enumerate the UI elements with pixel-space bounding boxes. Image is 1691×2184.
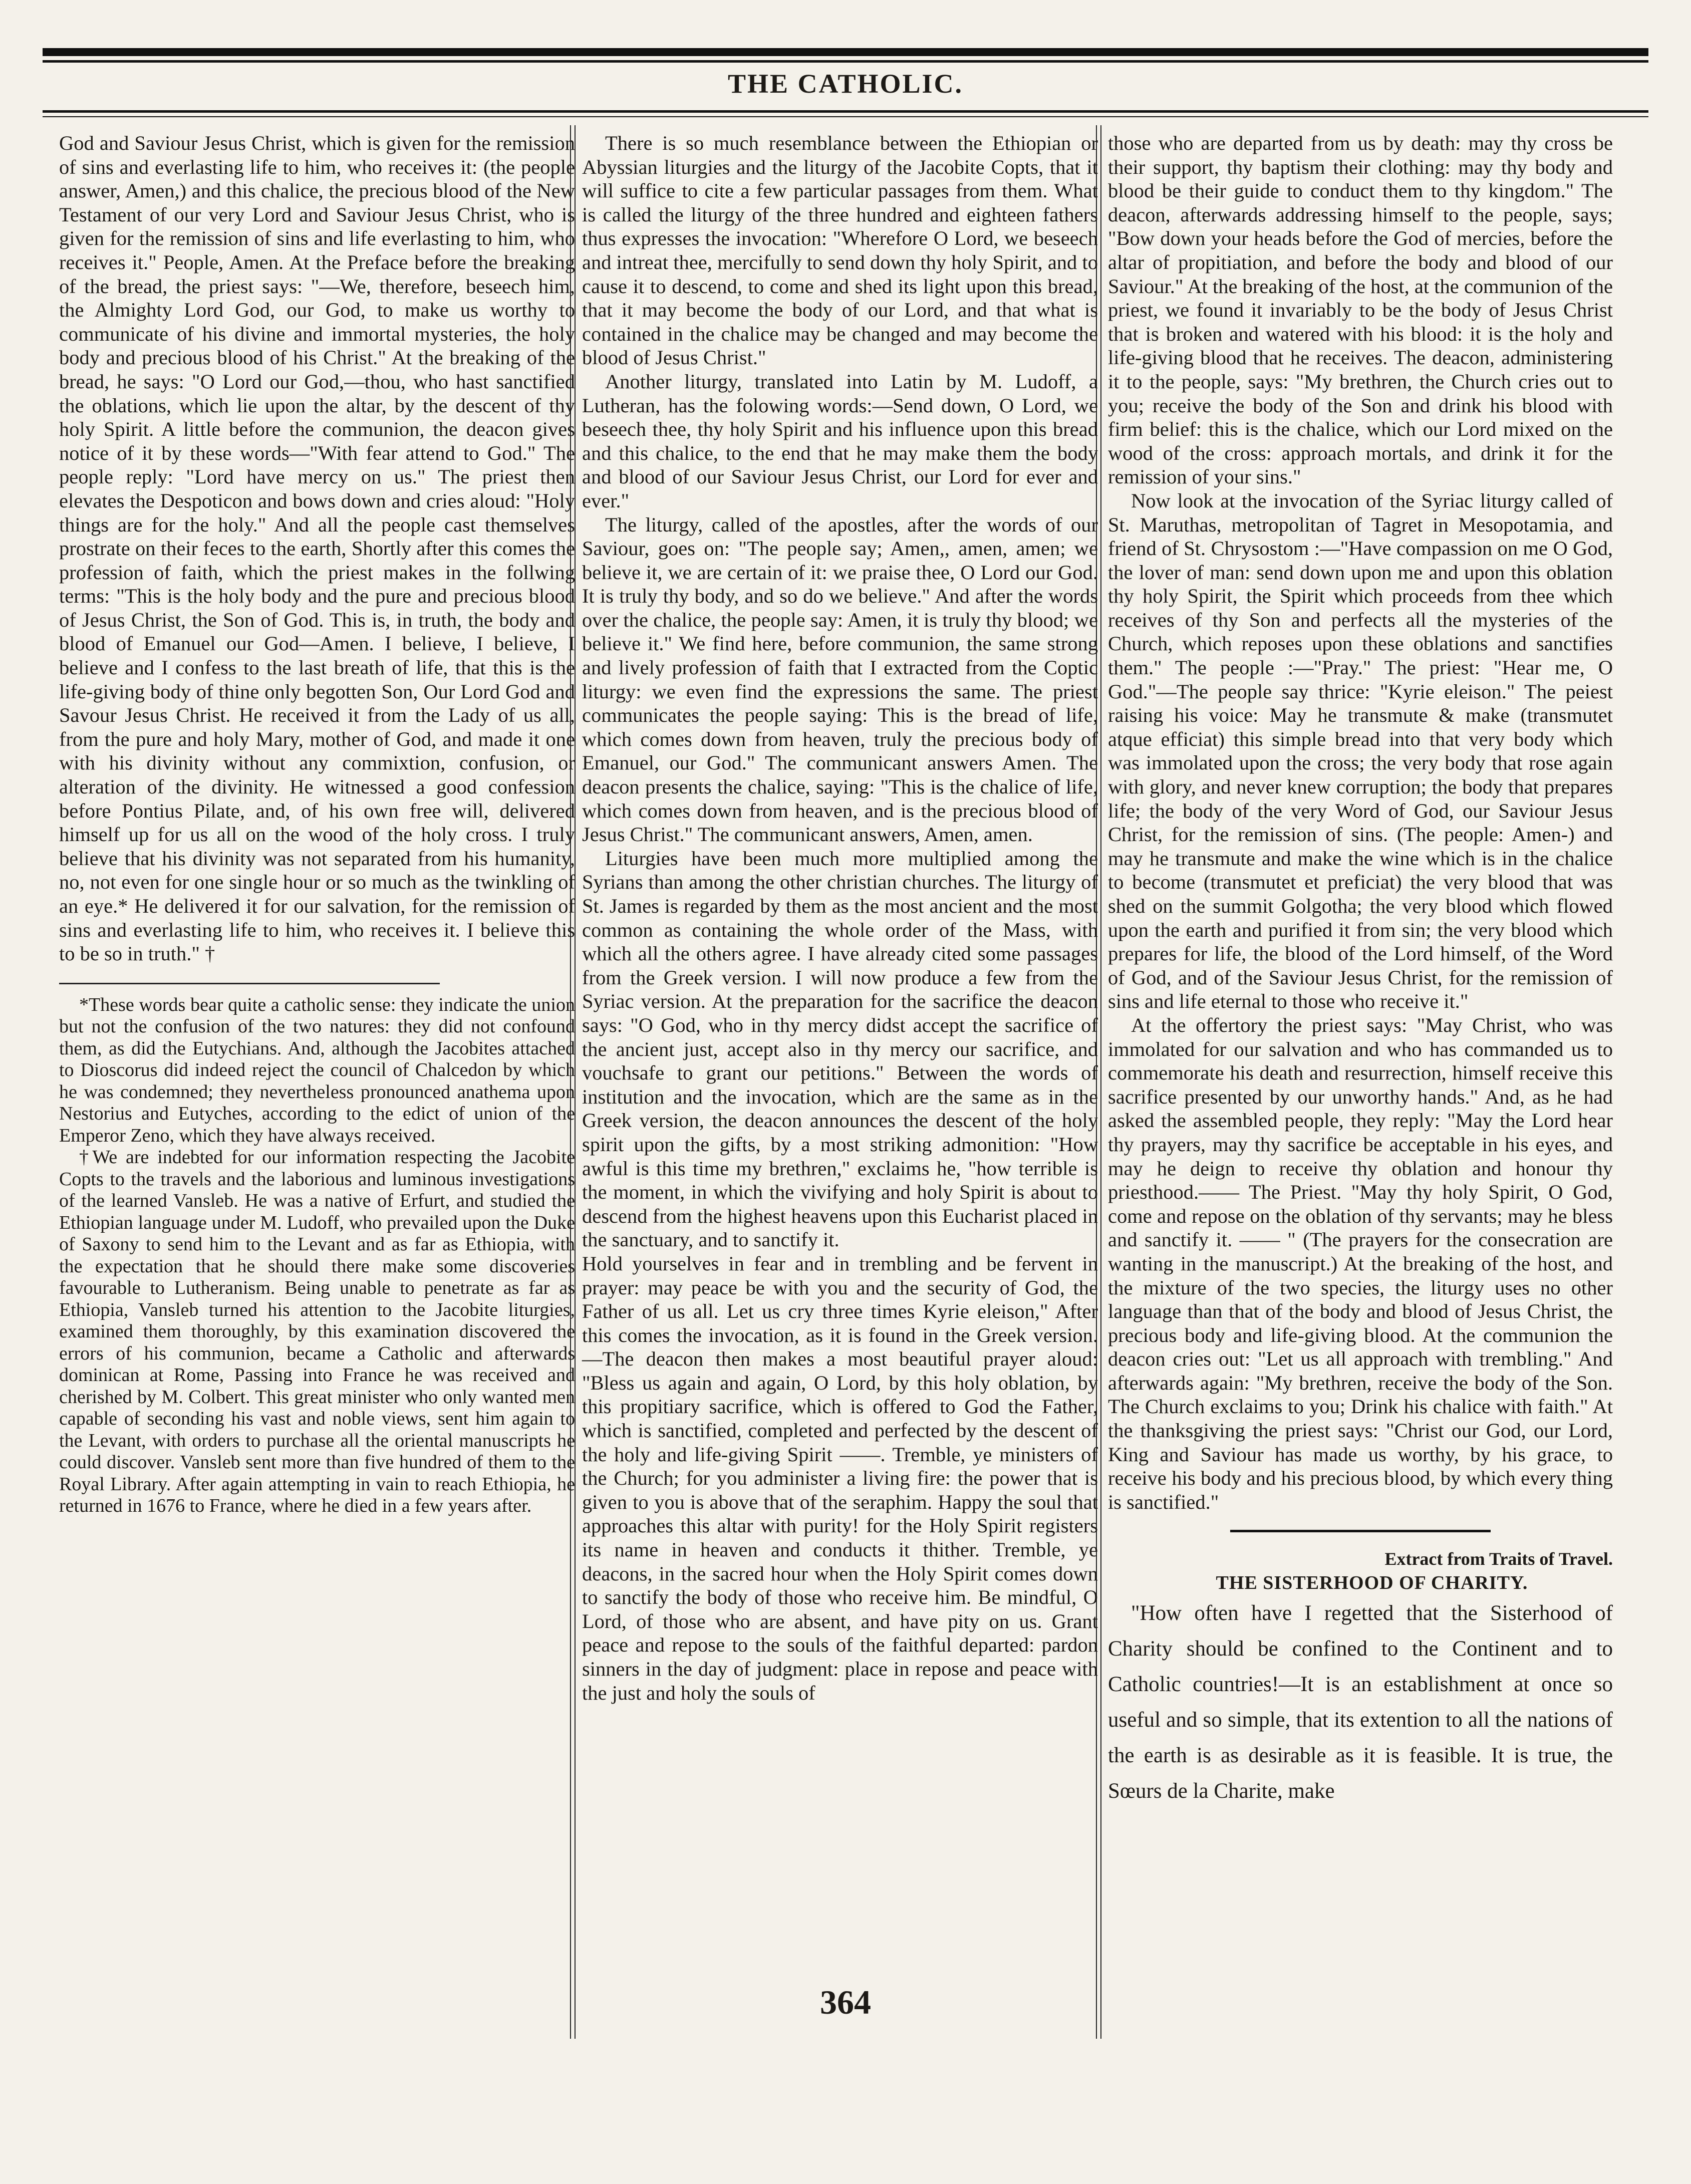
column-3 [1108, 131, 1613, 1809]
col2-paragraph-1: There is so much resemblance between the Ethiopian or Abyssian liturgies and the liturgy of the Jacobite Copts, that it will suffice to cite a few particular passages from them. What is called the liturgy of the three hundred and eighteen fathers thus expresses the invocation: "Wherefore O Lord, we beseech and intreat thee, mercifully to send down thy holy Spirit, and to cause it to descend, to come and shed its light upon this bread, that it may become the body of our Lord, and that what is contained in the chalice may be changed and may become the blood of Jesus Christ." [582, 132, 1098, 369]
extract-source-label: Extract from Traits of Travel. [1384, 1549, 1613, 1569]
top-thick-rule [43, 48, 1648, 56]
footnote-1: *These words bear quite a catholic sense: they indicate the union but not the confusion of the two natures: they did not confound them, as did the Eutychians. And, although the Jacobites attached to Dioscorus did indeed reject the council of Chalcedon by which he was condemned; they nevertheless pronounced anathema upon Nestorius and Eutyches, according to the edict of union of the Emperor Zeno, which they have always received. [59, 994, 575, 1146]
col2-paragraph-3: The liturgy, called of the apostles, after the words of our Saviour, goes on: "The people say; Amen,, amen, amen; we believe it, we are certain of it: we praise thee, O Lord our God. It is truly thy body, and so do we believe." And after the words over the chalice, the people say: Amen, it is truly thy blood; we believe it." We find here, before communion, the same strong and lively profession of faith that I extracted from the Coptic liturgy: we even find the expressions the same. The priest communicates the people saying: This is the bread of life, which comes down from heaven, truly the precious body of Emanuel, our God." The communicant answers Amen. The deacon presents the chalice, saying: "This is the chalice of life, which comes down from heaven, and is the precious blood of Jesus Christ." The communicant answers, Amen, amen. [582, 513, 1098, 846]
column-1 [59, 131, 575, 1517]
section-separator [1230, 1530, 1491, 1532]
col3-paragraph-2: Now look at the invocation of the Syriac liturgy called of St. Maruthas, metropolitan of Tagret in Mesopotamia, and friend of St. Chrysostom :—"Have compassion on me O God, the lover of man: send down upon me and upon this oblation thy holy Spirit, the Spirit which proceeds from thee which receives of thy Son and perfects all the mysteries of the Church, which reposes upon these oblations and sanctifies them." The people :—"Pray." The priest: "Hear me, O God."—The people say thrice: "Kyrie eleison." The peiest raising his voice: May he transmute & make (transmutet atque efficiat) this simple bread into that very body which was immolated upon the cross; the very body that rose again with glory, and never knew corruption; the body that prepares life; the body of the very Word of God, our Saviour Jesus Christ, for the remission of sins. (The people: Amen-) and may he transmute and make the wine which is in the chalice to become (transmutet et preficiat) the very blood that was shed on the summit Golgotha; the very blood which flowed upon the earth and purified it from sin; the very blood which prepares for life, the blood of the Lord himself, of the Word of God, and of the Saviour Jesus Christ, for the remission of sins and life eternal to those who receive it." [1108, 489, 1613, 1013]
extract-text: "How often have I regetted that the Sisterhood of Charity should be confined to the Continent and to Catholic countries!—It is an establishment at once so useful and so simple, that its extention to all the nations of the earth is as desirable as it is feasible. It is true, the Sœurs de la Charite, make [1108, 1601, 1613, 1803]
extract-title: THE SISTERHOOD OF CHARITY. [1216, 1572, 1528, 1594]
col3-paragraph-1: those who are departed from us by death: may thy cross be their support, thy baptism their clothing: may thy body and blood be their guide to conduct them to thy kingdom." The deacon, afterwards addressing himself to the people, says; "Bow down your heads before the God of mercies, before the altar of propitiation, and before the body and blood of our Saviour." At the breaking of the host, at the communion of the priest, we found it invariably to be the body of Jesus Christ that is broken and watered with his blood: it is the holy and life-giving blood that he receives. The deacon, administering it to the people, says: "My brethren, the Church cries out to you; receive the body of the Son and drink his blood with firm belief: this is the chalice, which our Lord mixed on the wood of the cross: approach mortals, and drink it for the remission of your sins." [1108, 132, 1613, 488]
col2-paragraph-5: Hold yourselves in fear and in trembling and be fervent in prayer: may peace be with you and the security of God, the Father of us all. Let us cry three times Kyrie eleison," After this comes the invocation, as it is found in the Greek version.—The deacon then makes a most beautiful prayer aloud: "Bless us again and again, O Lord, by this holy oblation, by this propitiary sacrifice, which is offered to God the Father, which is sanctified, completed and perfected by the descent of the holy and life-giving Spirit ——. Tremble, ye ministers of the Church; for you administer a living fire: the power that is given to you is above that of the seraphim. Happy the soul that approaches this altar with purity! for the Holy Spirit registers its name in heaven and conducts it thither. Tremble, ye deacons, in the sacred hour when the Holy Spirit comes down to sanctify the body of those who receive him. Be mindful, O Lord, of those who are absent, and have pity on us. Grant peace and repose to the souls of the faithful departed: pardon sinners in the day of judgment: place in repose and peace with the just and holy the souls of [582, 1252, 1098, 1704]
col3-paragraph-3: At the offertory the priest says: "May Christ, who was immolated for our salvation and who has commanded us to commemorate his death and resurrection, himself receive this sacrifice presented by our unworthy hands." And, as he had asked the assembled people, they reply: "May the Lord hear thy prayers, may thy sacrifice be acceptable in his eyes, and may he deign to receive thy oblation and honour thy priesthood.—— The Priest. "May thy holy Spirit, O God, come and repose on the oblation of thy servants; may he bless and sanctify it. —— " (The prayers for the consecration are wanting in the manuscript.) At the breaking of the host, and the mixture of the two species, the liturgy uses no other language than that of the body and blood of Jesus Christ, the precious body and life-giving blood. At the communion the deacon cries out: "Let us all approach with trembling." And afterwards again: "My brethren, receive the body of the Son. The Church exclaims to you; Drink his chalice with faith." At the thanksgiving the priest says: "Christ our God, our Lord, King and Saviour has made us worthy, by his grace, to receive his body and his precious blood, by which every thing is sanctified." [1108, 1013, 1613, 1513]
header-under-thin-rule [43, 116, 1648, 117]
col2-paragraph-4: Liturgies have been much more multiplied among the Syrians than among the other christian churches. The liturgy of St. James is regarded by them as the most ancient and the most common as containing the whole order of the Mass, with which all the others agree. I have already cited some passages from the Greek version. I will now produce a few from the Syriac version. At the preparation for the sacrifice the deacon says: "O God, who in thy mercy didst accept the sacrifice of the ancient just, accept also in thy mercy our sacrifice, and vouchsafe to grant our petitions." Between the words of institution and the invocation, which are the same as in the Greek version, the deacon announces the descent of the holy spirit upon the gifts, by a most striking admonition: "How awful is this time my brethren," exclaims he, "how terrible is the moment, in which the vivifying and holy Spirit is about to descend from the highest heavens upon this Eucharist placed in the sanctuary, and to sanctify it. [582, 847, 1098, 1251]
footnote-2: †We are indebted for our information respecting the Jacobite Copts to the travels and the laborious and luminous investigations of the learned Vansleb. He was a native of Erfurt, and studied the Ethiopian language under M. Ludoff, who prevailed upon the Duke of Saxony to send him to the Levant and as far as Ethiopia, with the expectation that he should there make some discoveries favourable to Lutheranism. Being unable to penetrate as far as Ethiopia, Vansleb turned his attention to the Jacobite liturgies, examined them thoroughly, by this examination discovered the errors of his communion, became a Catholic and afterwards dominican at Rome, Passing into France he was received and cherished by M. Colbert. This great minister who only wanted men capable of seconding his vast and noble views, sent him again to the Levant, with orders to purchase all the oriental manuscripts he could discover. Vansleb sent more than five hundred of them to the Royal Library. After again attempting in vain to reach Ethiopia, he returned in 1676 to France, where he died in a few years after. [59, 1147, 575, 1517]
footnote-rule [59, 983, 440, 984]
page-number: 364 [820, 1983, 871, 2021]
page-header-title: THE CATHOLIC. [727, 69, 964, 99]
column-2 [582, 131, 1098, 1705]
top-thin-rule [43, 60, 1648, 63]
footnotes [59, 994, 575, 1517]
col1-paragraph: God and Saviour Jesus Christ, which is given for the remission of sins and everlasting life to him, who receives it: (the people answer, Amen,) and this chalice, the precious blood of the New Testament of our very Lord and Saviour Jesus Christ, who is given for the remission of sins and life everlasting to him, who receives it." People, Amen. At the Preface before the breaking of the bread, the priest says: "—We, therefore, beseech him, the Almighty Lord God, our God, to make us worthy to communicate of his divine and immortal mysteries, the holy body and precious blood of his Christ." At the breaking of the bread, he says: "O Lord our God,—thou, who hast sanctified the oblations, which lie upon the altar, by the descent of thy holy Spirit. A little before the communion, the deacon gives notice of it by these words—"With fear attend to God." The people reply: "Lord have mercy on us." The priest then elevates the Despoticon and bows down and cries aloud: "Holy things are for the holy." And all the people cast themselves prostrate on their feces to the earth, Shortly after this comes the profession of faith, which the priest makes in the follwing terms: "This is the holy body and the pure and precious blood of Jesus Christ, the Son of God. This is, in truth, the body and blood of Emanuel our God—Amen. I believe, I believe, I believe and I confess to the last breath of life, that this is the life-giving body of thine only begotten Son, Our Lord God and Savour Jesus Christ. He received it from the Lady of us all, from the pure and holy Mary, mother of God, and made it one with his divinity without any commixtion, confusion, or alteration of the divinity. He witnessed a good confession before Pontius Pilate, and, of his own free will, delivered himself up for us all on the wood of the holy cross. I truly believe that his divinity was not separated from his humanity, no, not even for one single hour or so much as the twinkling of an eye.* He delivered it for our salvation, for the remission of sins and everlasting life to him, who receives it. I believe this to be so in truth." † [59, 132, 575, 965]
col2-paragraph-2: Another liturgy, translated into Latin by M. Ludoff, a Lutheran, has the folowing words:—Send down, O Lord, we beseech thee, thy holy Spirit and his influence upon this bread and this chalice, to the end that he may make them the body and blood of our Saviour Jesus Christ, our Lord for ever and ever." [582, 370, 1098, 512]
header-under-rule [43, 110, 1648, 113]
